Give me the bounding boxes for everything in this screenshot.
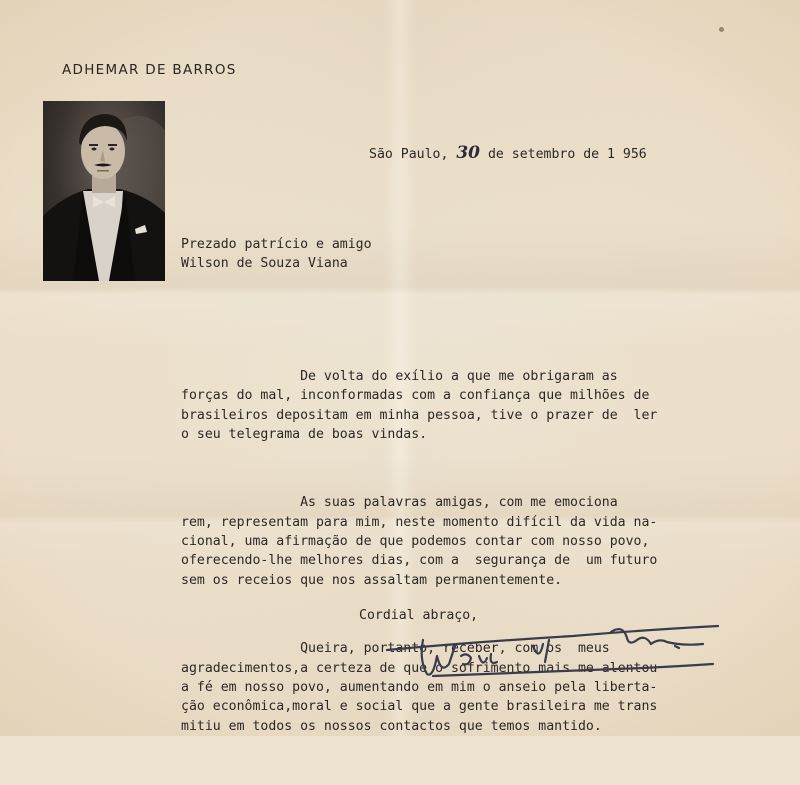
body-paragraph-1 (181, 367, 657, 445)
paper-stain (719, 27, 724, 32)
body-line: As suas palavras amigas, com me emociona (181, 495, 618, 511)
body-line: ção econômica,moral e social que a gente brasileira me trans (181, 699, 658, 715)
letterhead-name: ADHEMAR DE BARROS (62, 62, 237, 78)
closing-text: Cordial abraço, (359, 608, 479, 623)
body-line: forças do mal, inconformadas com a confiança que milhões de (181, 388, 650, 404)
portrait-photo (43, 101, 165, 281)
body-line: agradecimentos,a certeza de que o sofrimento mais me alentou (181, 660, 658, 676)
body-line: mitiu em todos os nossos contactos que temos mantido. (181, 718, 602, 734)
letter-date (369, 144, 647, 164)
date-suffix: de setembro de 1 956 (480, 147, 647, 162)
body-line: cional, uma afirmação de que podemos contar com nosso povo, (181, 534, 650, 550)
date-prefix: São Paulo, (369, 147, 457, 162)
body-line: brasileiros depositam em minha pessoa, tive o prazer de ler (181, 407, 658, 423)
body-paragraph-2 (181, 493, 657, 590)
salutation (181, 235, 372, 274)
body-line: a fé em nosso povo, aumentando em mim o anseio pela liberta- (181, 679, 658, 695)
handwritten-signature (383, 616, 728, 686)
date-day-handwritten: 30 (456, 143, 481, 163)
body-line: oferecendo-lhe melhores dias, com a segurança de um futuro (181, 553, 658, 569)
body-line: De volta do exílio a que me obrigaram as (181, 368, 618, 384)
body-line: rem, representam para mim, neste momento difícil da vida na- (181, 514, 658, 530)
salutation-line-2: Wilson de Souza Viana (181, 256, 348, 272)
body-line: o seu telegrama de boas vindas. (181, 427, 428, 443)
body-line: Queira, portanto, receber, com os meus (181, 641, 610, 657)
letter-body (181, 328, 657, 785)
salutation-line-1: Prezado patrício e amigo (181, 237, 372, 252)
body-line: sem os receios que nos assaltam permanentemente. (181, 572, 563, 588)
